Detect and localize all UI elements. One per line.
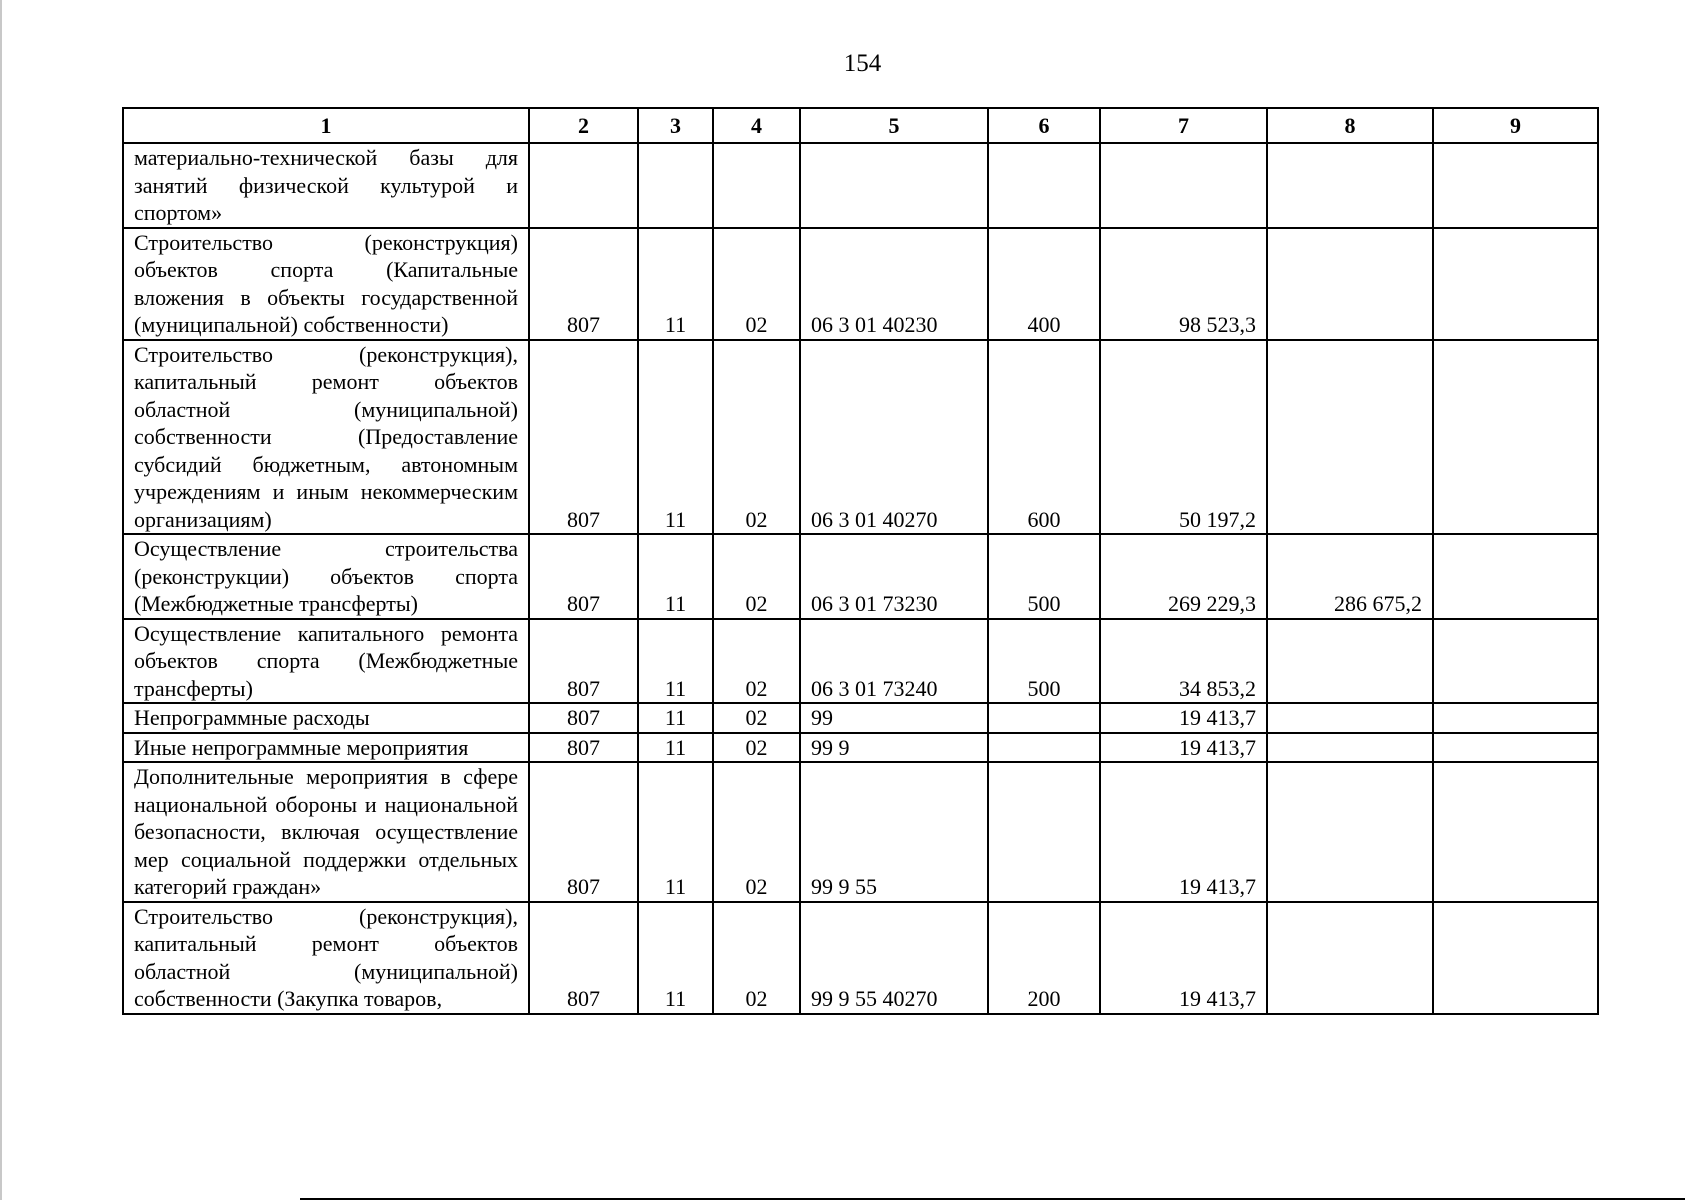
cell-col-5 <box>800 143 988 228</box>
cell-col-5: 06 3 01 40230 <box>800 228 988 340</box>
cell-col-9 <box>1433 340 1598 535</box>
cell-col-6 <box>988 733 1100 763</box>
cell-col-3: 11 <box>638 534 713 619</box>
cell-col-8: 286 675,2 <box>1267 534 1433 619</box>
cell-col-4: 02 <box>713 619 800 704</box>
cell-col-4: 02 <box>713 733 800 763</box>
cell-col-3: 11 <box>638 733 713 763</box>
cell-col-7: 34 853,2 <box>1100 619 1267 704</box>
cell-col-2 <box>529 143 638 228</box>
cell-col-6: 500 <box>988 619 1100 704</box>
header-col-8: 8 <box>1267 108 1433 143</box>
header-col-5: 5 <box>800 108 988 143</box>
cell-col-4 <box>713 143 800 228</box>
header-col-4: 4 <box>713 108 800 143</box>
table-row <box>123 534 1598 619</box>
table-row <box>123 228 1598 340</box>
cell-col-9 <box>1433 228 1598 340</box>
cell-col-6: 200 <box>988 902 1100 1014</box>
cell-col-8 <box>1267 619 1433 704</box>
cell-col-2: 807 <box>529 619 638 704</box>
row-description: Строительство (реконструкция) объектов спорта (Капитальные вложения в объекты государственной (муниципальной) собственности) <box>123 228 529 340</box>
cell-col-2: 807 <box>529 703 638 733</box>
cell-col-8 <box>1267 762 1433 902</box>
cell-col-6 <box>988 703 1100 733</box>
header-col-2: 2 <box>529 108 638 143</box>
header-col-9: 9 <box>1433 108 1598 143</box>
cell-col-2: 807 <box>529 340 638 535</box>
header-col-7: 7 <box>1100 108 1267 143</box>
table-row <box>123 902 1598 1014</box>
table-row <box>123 762 1598 902</box>
cell-col-2: 807 <box>529 534 638 619</box>
header-col-3: 3 <box>638 108 713 143</box>
cell-col-7: 19 413,7 <box>1100 902 1267 1014</box>
cell-col-7: 19 413,7 <box>1100 762 1267 902</box>
cell-col-5: 06 3 01 73240 <box>800 619 988 704</box>
cell-col-4: 02 <box>713 228 800 340</box>
cell-col-3: 11 <box>638 703 713 733</box>
cell-col-7: 98 523,3 <box>1100 228 1267 340</box>
cell-col-8 <box>1267 340 1433 535</box>
header-col-6: 6 <box>988 108 1100 143</box>
cell-col-5: 99 9 55 <box>800 762 988 902</box>
cell-col-4: 02 <box>713 902 800 1014</box>
cell-col-7: 50 197,2 <box>1100 340 1267 535</box>
cell-col-8 <box>1267 143 1433 228</box>
cell-col-6: 600 <box>988 340 1100 535</box>
table-row <box>123 733 1598 763</box>
header-col-1: 1 <box>123 108 529 143</box>
table-row <box>123 143 1598 228</box>
cell-col-9 <box>1433 143 1598 228</box>
table-row <box>123 703 1598 733</box>
cell-col-6: 400 <box>988 228 1100 340</box>
row-description: Непрограммные расходы <box>123 703 529 733</box>
cell-col-9 <box>1433 733 1598 763</box>
cell-col-8 <box>1267 902 1433 1014</box>
row-description: Строительство (реконструкция), капитальный ремонт объектов областной (муниципальной) собственности (Закупка товаров, <box>123 902 529 1014</box>
row-description: Иные непрограммные мероприятия <box>123 733 529 763</box>
cell-col-9 <box>1433 619 1598 704</box>
cell-col-9 <box>1433 703 1598 733</box>
cell-col-6: 500 <box>988 534 1100 619</box>
cell-col-4: 02 <box>713 703 800 733</box>
cell-col-4: 02 <box>713 534 800 619</box>
cell-col-7: 19 413,7 <box>1100 733 1267 763</box>
cell-col-7: 269 229,3 <box>1100 534 1267 619</box>
page-number: 154 <box>843 50 882 77</box>
page-edge-shadow <box>0 0 2 1200</box>
header-row <box>123 108 1598 143</box>
cell-col-9 <box>1433 902 1598 1014</box>
table-row <box>123 340 1598 535</box>
cell-col-8 <box>1267 228 1433 340</box>
cell-col-5: 06 3 01 40270 <box>800 340 988 535</box>
cell-col-3 <box>638 143 713 228</box>
cell-col-4: 02 <box>713 762 800 902</box>
row-description: Осуществление строительства (реконструкции) объектов спорта (Межбюджетные трансферты) <box>123 534 529 619</box>
cell-col-7 <box>1100 143 1267 228</box>
cell-col-8 <box>1267 703 1433 733</box>
cell-col-3: 11 <box>638 228 713 340</box>
cell-col-5: 99 9 <box>800 733 988 763</box>
cell-col-6 <box>988 762 1100 902</box>
cell-col-5: 99 <box>800 703 988 733</box>
cell-col-5: 99 9 55 40270 <box>800 902 988 1014</box>
cell-col-3: 11 <box>638 340 713 535</box>
row-description: Строительство (реконструкция), капитальный ремонт объектов областной (муниципальной) собственности (Предоставление субсидий бюджетным, автономным учреждениям и иным некоммерческим организациям) <box>123 340 529 535</box>
budget-table <box>122 107 1599 1015</box>
cell-col-2: 807 <box>529 228 638 340</box>
table-row <box>123 619 1598 704</box>
cell-col-9 <box>1433 534 1598 619</box>
cell-col-2: 807 <box>529 762 638 902</box>
cell-col-6 <box>988 143 1100 228</box>
cell-col-9 <box>1433 762 1598 902</box>
cell-col-4: 02 <box>713 340 800 535</box>
cell-col-2: 807 <box>529 902 638 1014</box>
row-description: Осуществление капитального ремонта объектов спорта (Межбюджетные трансферты) <box>123 619 529 704</box>
cell-col-3: 11 <box>638 902 713 1014</box>
row-description: Дополнительные мероприятия в сфере национальной обороны и национальной безопасности, включая осуществление мер социальной поддержки отдельных категорий граждан» <box>123 762 529 902</box>
cell-col-3: 11 <box>638 762 713 902</box>
row-description: материально-технической базы для занятий физической культурой и спортом» <box>123 143 529 228</box>
cell-col-8 <box>1267 733 1433 763</box>
cell-col-2: 807 <box>529 733 638 763</box>
cell-col-5: 06 3 01 73230 <box>800 534 988 619</box>
cell-col-3: 11 <box>638 619 713 704</box>
cell-col-7: 19 413,7 <box>1100 703 1267 733</box>
